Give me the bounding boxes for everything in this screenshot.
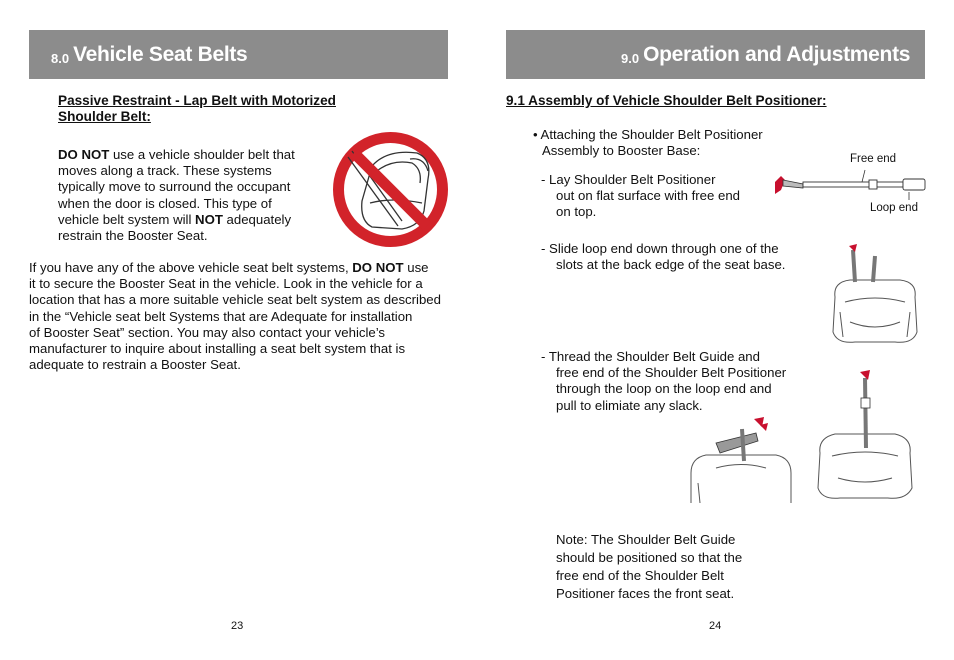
section-banner-8 xyxy=(29,30,448,79)
paragraph-line: it to secure the Booster Seat in the vehicle. Look in the vehicle for a xyxy=(29,276,423,292)
bullet-intro xyxy=(533,127,763,159)
step-line: through the loop on the loop end and xyxy=(556,381,772,397)
note-line: Note: The Shoulder Belt Guide xyxy=(556,532,736,547)
bullet-line: Assembly to Booster Base: xyxy=(542,143,701,159)
step-2 xyxy=(541,241,785,273)
step-1 xyxy=(541,172,740,221)
page-number: 24 xyxy=(709,620,722,632)
section-number: 9.0 xyxy=(621,51,640,66)
step-line: - Slide loop end down through one of the xyxy=(541,241,779,256)
warning-line xyxy=(58,147,295,163)
paragraph-text: If you have any of the above vehicle seat belt systems, xyxy=(29,260,353,275)
warning-line: restrain the Booster Seat. xyxy=(58,228,208,244)
assembled-positioner-illustration xyxy=(810,368,920,503)
step-line: pull to elimiate any slack. xyxy=(556,397,703,413)
step-line: free end of the Shoulder Belt Positioner xyxy=(556,365,787,381)
paragraph-line: adequate to restrain a Booster Seat. xyxy=(29,357,241,373)
warning-text: adequately xyxy=(222,211,292,227)
page-number: 23 xyxy=(231,620,244,632)
paragraph-line: location that has a more suitable vehicle seat belt system as described xyxy=(29,292,441,308)
prohibited-seat-illustration xyxy=(332,131,449,248)
belt-positioner-strap-illustration xyxy=(769,166,929,206)
section-title: Vehicle Seat Belts xyxy=(73,42,248,66)
warning-line: moves along a track. These systems xyxy=(58,163,272,179)
note-line: Positioner faces the front seat. xyxy=(556,586,735,601)
subheading xyxy=(58,93,336,125)
warning-line xyxy=(58,212,295,228)
note-line: should be positioned so that the xyxy=(556,550,743,565)
subheading-line: Passive Restraint - Lap Belt with Motorized xyxy=(58,93,336,108)
paragraph-line: of Booster Seat” section. You may also contact your vehicle’s xyxy=(29,324,386,340)
not-emphasis: NOT xyxy=(195,211,223,227)
note-block xyxy=(556,531,742,603)
bullet-line: • Attaching the Shoulder Belt Positioner xyxy=(533,127,763,142)
step-3 xyxy=(541,349,786,414)
paragraph-text: use xyxy=(403,260,429,275)
paragraph-line: in the “Vehicle seat belt Systems that are Adequate for installation xyxy=(29,308,413,324)
right-page xyxy=(477,0,954,660)
do-not-emphasis: DO NOT xyxy=(58,147,110,162)
note-line: free end of the Shoulder Belt xyxy=(556,568,724,583)
warning-text: use a vehicle shoulder belt that xyxy=(109,147,295,162)
section-banner-9 xyxy=(506,30,925,79)
paragraph-line xyxy=(29,260,441,276)
step-line: out on flat surface with free end xyxy=(556,188,741,204)
warning-block xyxy=(58,147,295,244)
step-line: - Lay Shoulder Belt Positioner xyxy=(541,172,716,187)
step-line: slots at the back edge of the seat base. xyxy=(556,257,786,273)
section-title: Operation and Adjustments xyxy=(643,42,911,66)
do-not-emphasis: DO NOT xyxy=(352,260,404,275)
subheading-line: Shoulder Belt: xyxy=(58,109,151,124)
section-number: 8.0 xyxy=(51,51,70,66)
warning-line: when the door is closed. This type of xyxy=(58,195,272,211)
loop-end-label: Loop end xyxy=(870,202,918,214)
body-paragraph xyxy=(29,260,441,373)
thread-belt-guide-illustration xyxy=(686,413,796,505)
free-end-label: Free end xyxy=(850,153,897,165)
step-line: - Thread the Shoulder Belt Guide and xyxy=(541,349,760,364)
subheading: 9.1 Assembly of Vehicle Shoulder Belt Positioner: xyxy=(506,93,827,108)
step-line: on top. xyxy=(556,204,597,220)
paragraph-line: manufacturer to inquire about installing a seat belt system that is xyxy=(29,341,406,357)
warning-line: typically move to surround the occupant xyxy=(58,179,291,195)
warning-text: vehicle belt system will xyxy=(58,211,196,227)
booster-base-loop-illustration xyxy=(825,242,925,347)
